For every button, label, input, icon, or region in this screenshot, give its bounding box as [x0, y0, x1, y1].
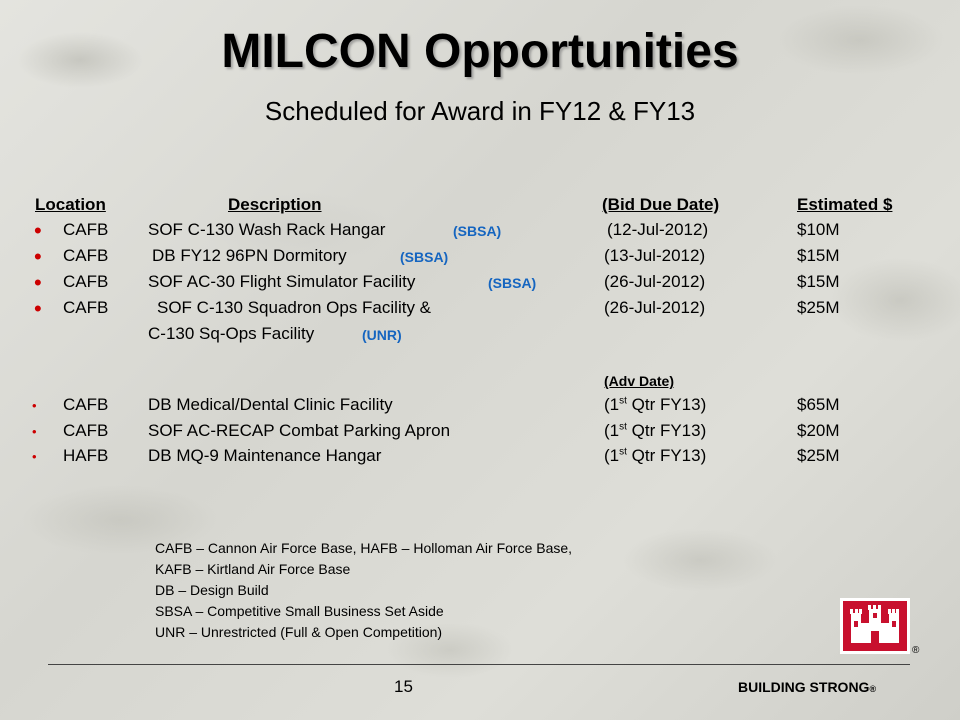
row-date: (1st Qtr FY13) — [604, 421, 707, 440]
row-description: DB MQ-9 Maintenance Hangar — [148, 446, 382, 465]
table-row — [0, 220, 960, 242]
table-row — [0, 246, 960, 268]
row-date: (13-Jul-2012) — [604, 246, 706, 265]
row-description: C-130 Sq-Ops Facility — [148, 324, 315, 343]
row-date: (1st Qtr FY13) — [604, 395, 707, 414]
table-row — [0, 395, 960, 417]
castle-icon — [843, 601, 907, 651]
row-description: SOF AC-RECAP Combat Parking Apron — [148, 421, 451, 440]
table-row — [0, 446, 960, 468]
logo-registered-mark: ® — [912, 645, 920, 656]
row-amount: $20M — [797, 421, 840, 440]
table-row — [0, 272, 960, 294]
table-row — [0, 421, 960, 443]
header-bid-due: (Bid Due Date) — [602, 195, 720, 214]
table-row-continuation — [0, 324, 960, 346]
row-description: DB Medical/Dental Clinic Facility — [148, 395, 393, 414]
row-amount: $25M — [797, 446, 840, 465]
footer-divider — [48, 664, 910, 665]
row-location: CAFB — [63, 220, 109, 239]
header-adv-date: (Adv Date) — [604, 373, 675, 389]
slide-title: MILCON Opportunities — [221, 25, 739, 78]
row-date: (12-Jul-2012) — [607, 220, 709, 239]
row-location: CAFB — [63, 246, 109, 265]
header-location: Location — [35, 195, 106, 214]
slide-subtitle: Scheduled for Award in FY12 & FY13 — [264, 96, 696, 126]
row-description: SOF C-130 Squadron Ops Facility & — [157, 298, 432, 317]
row-tag: (SBSA) — [400, 249, 449, 265]
row-location: HAFB — [63, 446, 109, 465]
row-description: SOF AC-30 Flight Simulator Facility — [148, 272, 416, 291]
definition-line: KAFB – Kirtland Air Force Base — [155, 561, 351, 577]
definition-line: DB – Design Build — [155, 582, 269, 598]
bullet-icon: • — [34, 244, 42, 269]
definition-line: SBSA – Competitive Small Business Set Aside — [155, 603, 444, 619]
row-location: CAFB — [63, 272, 109, 291]
brand-tagline: BUILDING STRONG® — [738, 679, 877, 695]
definitions-block — [155, 538, 572, 643]
row-description: SOF C-130 Wash Rack Hangar — [148, 220, 386, 239]
row-date: (26-Jul-2012) — [604, 298, 706, 317]
row-location: CAFB — [63, 298, 109, 317]
usace-castle-logo — [840, 598, 910, 654]
definition-line: UNR – Unrestricted (Full & Open Competition) — [155, 624, 443, 640]
definition-line: CAFB – Cannon Air Force Base, HAFB – Holloman Air Force Base, — [155, 540, 573, 556]
bullet-icon: • — [32, 398, 37, 413]
row-date: (1st Qtr FY13) — [604, 446, 707, 465]
row-date: (26-Jul-2012) — [604, 272, 706, 291]
row-description: DB FY12 96PN Dormitory — [152, 246, 347, 265]
table-row — [0, 298, 960, 320]
header-estimated: Estimated $ — [797, 195, 893, 214]
row-tag: (SBSA) — [488, 275, 537, 291]
row-amount: $65M — [797, 395, 840, 414]
row-tag: (UNR) — [362, 327, 402, 343]
row-location: CAFB — [63, 421, 109, 440]
bullet-icon: • — [34, 270, 42, 295]
row-tag: (SBSA) — [453, 223, 502, 239]
row-location: CAFB — [63, 395, 109, 414]
bullet-icon: • — [34, 218, 42, 243]
bullet-icon: • — [34, 296, 42, 321]
row-amount: $15M — [797, 246, 840, 265]
row-amount: $10M — [797, 220, 840, 239]
page-number: 15 — [394, 677, 413, 696]
bullet-icon: • — [32, 424, 37, 439]
bullet-icon: • — [32, 449, 37, 464]
header-description: Description — [228, 195, 322, 214]
row-amount: $15M — [797, 272, 840, 291]
row-amount: $25M — [797, 298, 840, 317]
